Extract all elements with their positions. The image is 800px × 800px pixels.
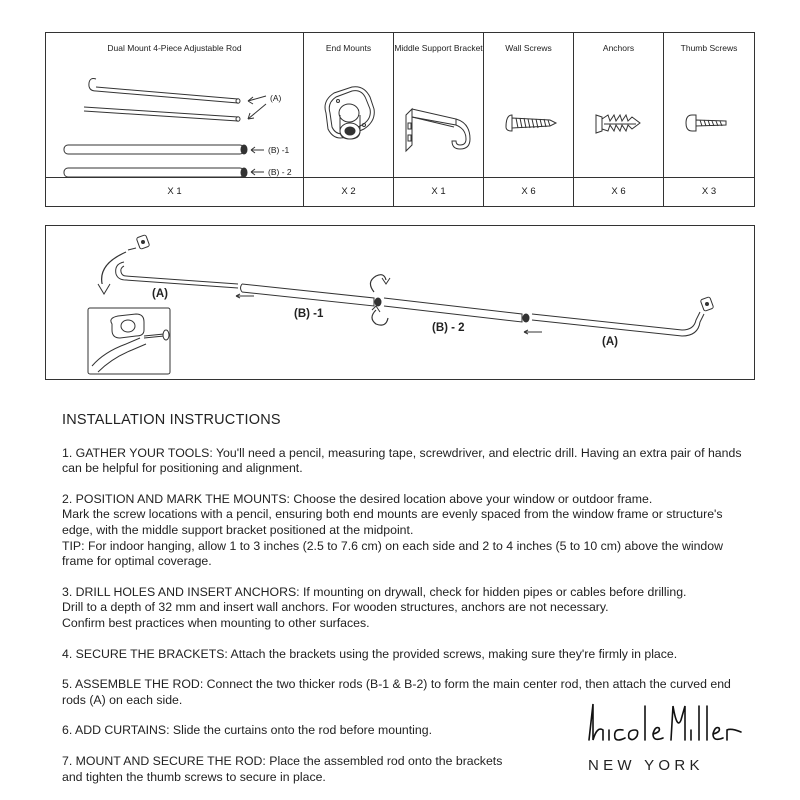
parts-qty-thumb-screws: X 3 [664,177,754,206]
assembly-illustration [46,226,756,381]
parts-qty-end-mounts: X 2 [304,177,393,206]
diagram-label-b2: (B) - 2 [432,322,465,334]
parts-qty-wall-screws: X 6 [484,177,573,206]
step-3-line-2: Drill to a depth of 32 mm and insert wall anchors. For wooden structures, anchors are not necessary. [62,600,609,615]
step-3-line-1: 3. DRILL HOLES AND INSERT ANCHORS: If mounting on drywall, check for hidden pipes or cables before drilling. [62,584,687,599]
diagram-label-b1: (B) -1 [294,308,324,320]
parts-header-end-mounts: End Mounts [325,43,372,53]
parts-header-thumb-screws: Thumb Screws [680,43,738,53]
step-2-tip: TIP: For indoor hanging, allow 1 to 3 inches (2.5 to 7.6 cm) on each side and 2 to 4 inches (5 to 10 cm) above the window frame for optimal coverage. [62,538,723,569]
step-6-text: 6. ADD CURTAINS: Slide the curtains onto the rod before mounting. [62,723,433,738]
parts-col-anchors [574,33,664,206]
parts-qty-rod: X 1 [46,177,303,206]
wall-screw-icon [484,53,574,183]
logo-city: NEW YORK [588,757,704,774]
diagram-label-a-right: (A) [602,336,618,348]
anchor-icon [574,53,664,183]
step-2 [62,492,752,570]
step-3-line-3: Confirm best practices when mounting to other surfaces. [62,615,370,630]
nicole-miller-signature [585,700,745,755]
step-7-line-1: 7. MOUNT AND SECURE THE ROD: Place the assembled rod onto the brackets [62,753,503,768]
parts-table [45,32,755,207]
diagram-label-a-left: (A) [152,288,168,300]
middle-bracket-icon [394,53,484,183]
parts-qty-anchors: X 6 [574,177,663,206]
step-1-text: 1. GATHER YOUR TOOLS: You'll need a pencil, measuring tape, screwdriver, and electric drill. Having an extra pair of hands can be helpful for positioning and alignment. [62,445,742,476]
parts-header-rod: Dual Mount 4-Piece Adjustable Rod [107,43,242,53]
rod-set-illustration [46,53,304,183]
parts-qty-middle-bracket: X 1 [394,177,483,206]
rod-label-b2: (B) - 2 [268,167,292,177]
parts-col-rod [46,33,304,206]
parts-col-wall-screws [484,33,574,206]
end-mount-icon [304,53,394,183]
parts-header-anchors: Anchors [602,43,635,53]
step-4 [62,647,752,663]
rod-label-b1: (B) -1 [268,145,290,155]
parts-header-wall-screws: Wall Screws [505,43,552,53]
step-1 [62,446,752,477]
step-7-line-2: and tighten the thumb screws to secure in place. [62,769,326,784]
rod-label-a: (A) [270,93,282,103]
step-5-text: 5. ASSEMBLE THE ROD: Connect the two thicker rods (B-1 & B-2) to form the main center rod, then attach the curved end rods (A) on each side. [62,677,731,707]
parts-col-middle-bracket [394,33,484,206]
instructions-title: INSTALLATION INSTRUCTIONS [62,412,281,428]
step-3 [62,585,752,632]
thumb-screw-icon [664,53,754,183]
step-2-line-1: 2. POSITION AND MARK THE MOUNTS: Choose the desired location above your window or outdoor frame. [62,491,653,506]
parts-col-end-mounts [304,33,394,206]
step-2-line-2: Mark the screw locations with a pencil, ensuring both end mounts are evenly spaced from the window frame or structure's edge, with the middle support bracket positioned at the midpoint. [62,507,723,537]
step-7 [62,754,542,785]
assembly-diagram [45,225,755,380]
step-4-text: 4. SECURE THE BRACKETS: Attach the brackets using the provided screws, making sure they're firmly in place. [62,646,678,661]
parts-col-thumb-screws [664,33,754,206]
brand-logo [585,700,745,780]
parts-header-middle-bracket: Middle Support Bracket [394,43,483,53]
